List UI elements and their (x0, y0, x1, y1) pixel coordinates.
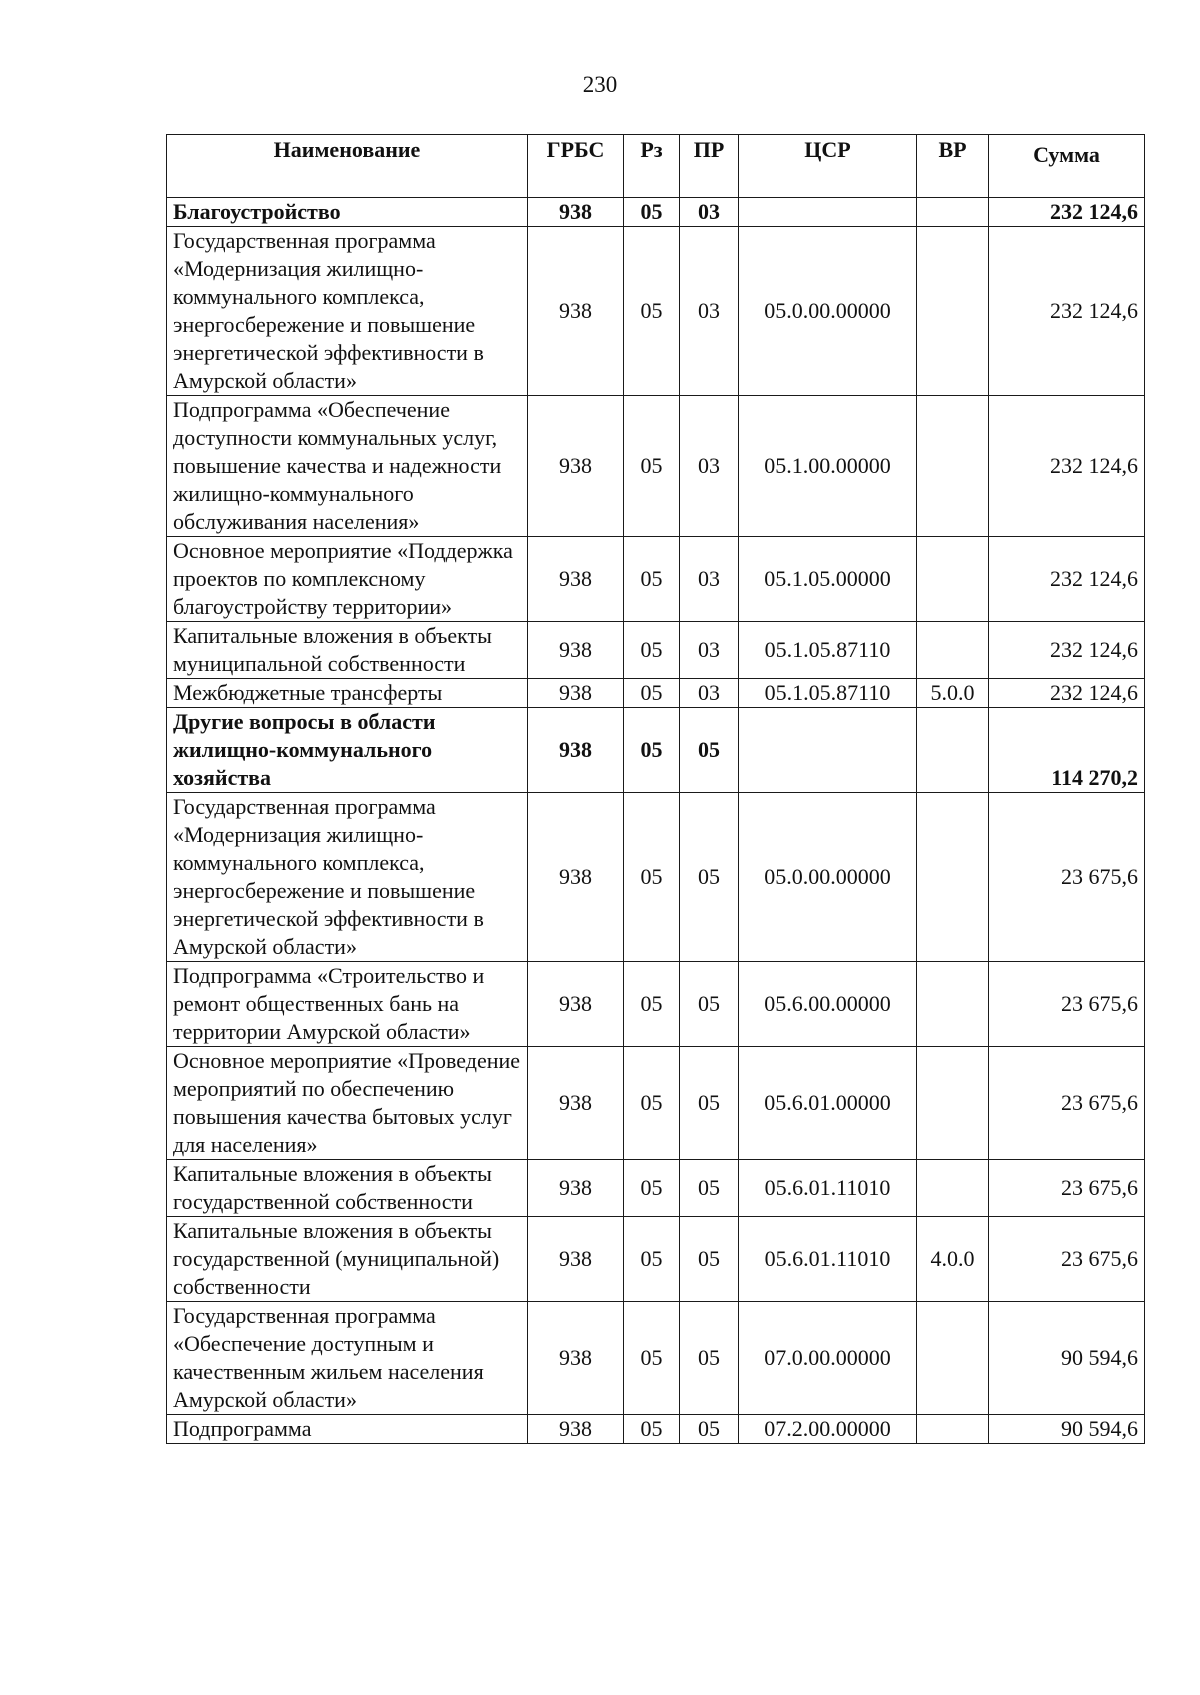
cell-rz: 05 (624, 537, 680, 622)
table-row (167, 679, 1145, 708)
table-row (167, 537, 1145, 622)
table-row (167, 793, 1145, 962)
cell-csr: 05.6.01.11010 (739, 1160, 917, 1217)
table-body (167, 198, 1145, 1444)
cell-rz: 05 (624, 962, 680, 1047)
cell-rz: 05 (624, 198, 680, 227)
table-row (167, 962, 1145, 1047)
cell-pr: 03 (680, 679, 739, 708)
cell-vr (917, 396, 989, 537)
cell-rz: 05 (624, 679, 680, 708)
cell-grbs: 938 (528, 679, 624, 708)
table-row (167, 1047, 1145, 1160)
cell-pr: 03 (680, 396, 739, 537)
table-row (167, 227, 1145, 396)
cell-vr (917, 1160, 989, 1217)
cell-sum: 23 675,6 (989, 793, 1145, 962)
cell-vr (917, 1302, 989, 1415)
cell-csr: 05.6.01.00000 (739, 1047, 917, 1160)
cell-grbs: 938 (528, 962, 624, 1047)
cell-grbs: 938 (528, 396, 624, 537)
cell-pr: 05 (680, 1415, 739, 1444)
cell-name: Основное мероприятие «Поддержка проектов по комплексному благоустройству территории» (167, 537, 528, 622)
cell-grbs: 938 (528, 1160, 624, 1217)
cell-sum: 232 124,6 (989, 679, 1145, 708)
budget-table (166, 134, 1145, 1444)
header-name: Наименование (167, 135, 528, 198)
table-header-row (167, 135, 1145, 198)
cell-name: Другие вопросы в области жилищно-коммунального хозяйства (167, 708, 528, 793)
cell-grbs: 938 (528, 198, 624, 227)
cell-csr: 05.0.00.00000 (739, 227, 917, 396)
cell-csr: 05.6.01.11010 (739, 1217, 917, 1302)
cell-sum: 90 594,6 (989, 1302, 1145, 1415)
cell-rz: 05 (624, 396, 680, 537)
cell-csr: 05.1.00.00000 (739, 396, 917, 537)
cell-csr: 05.0.00.00000 (739, 793, 917, 962)
cell-name: Государственная программа «Модернизация жилищно-коммунального комплекса, энергосбережение и повышение энергетической эффективности в Амурской области» (167, 227, 528, 396)
cell-pr: 05 (680, 1302, 739, 1415)
section-row (167, 708, 1145, 793)
cell-rz: 05 (624, 227, 680, 396)
cell-csr: 07.2.00.00000 (739, 1415, 917, 1444)
cell-vr (917, 227, 989, 396)
cell-pr: 03 (680, 537, 739, 622)
cell-sum: 90 594,6 (989, 1415, 1145, 1444)
table-row (167, 1160, 1145, 1217)
cell-pr: 03 (680, 198, 739, 227)
cell-sum: 23 675,6 (989, 962, 1145, 1047)
cell-name: Капитальные вложения в объекты муниципальной собственности (167, 622, 528, 679)
cell-grbs: 938 (528, 793, 624, 962)
cell-pr: 05 (680, 962, 739, 1047)
cell-vr: 4.0.0 (917, 1217, 989, 1302)
cell-pr: 05 (680, 1160, 739, 1217)
cell-sum: 23 675,6 (989, 1160, 1145, 1217)
cell-csr (739, 708, 917, 793)
cell-pr: 05 (680, 708, 739, 793)
page-number: 230 (582, 72, 618, 97)
header-grbs: ГРБС (528, 135, 624, 198)
table-row (167, 1217, 1145, 1302)
cell-sum: 232 124,6 (989, 622, 1145, 679)
cell-rz: 05 (624, 1160, 680, 1217)
cell-pr: 05 (680, 1047, 739, 1160)
cell-rz: 05 (624, 622, 680, 679)
cell-grbs: 938 (528, 622, 624, 679)
cell-name: Основное мероприятие «Проведение мероприятий по обеспечению повышения качества бытовых услуг для населения» (167, 1047, 528, 1160)
cell-name: Капитальные вложения в объекты государственной (муниципальной) собственности (167, 1217, 528, 1302)
cell-grbs: 938 (528, 708, 624, 793)
cell-vr (917, 537, 989, 622)
cell-name: Межбюджетные трансферты (167, 679, 528, 708)
cell-vr: 5.0.0 (917, 679, 989, 708)
cell-grbs: 938 (528, 1415, 624, 1444)
cell-pr: 03 (680, 227, 739, 396)
cell-sum: 232 124,6 (989, 227, 1145, 396)
cell-grbs: 938 (528, 227, 624, 396)
cell-name: Государственная программа «Обеспечение доступным и качественным жильем населения Амурской области» (167, 1302, 528, 1415)
cell-csr: 05.1.05.87110 (739, 679, 917, 708)
cell-sum: 23 675,6 (989, 1047, 1145, 1160)
table-row (167, 1415, 1145, 1444)
table-row (167, 396, 1145, 537)
cell-rz: 05 (624, 1217, 680, 1302)
section-row (167, 198, 1145, 227)
cell-vr (917, 1415, 989, 1444)
cell-csr: 07.0.00.00000 (739, 1302, 917, 1415)
cell-grbs: 938 (528, 537, 624, 622)
cell-rz: 05 (624, 708, 680, 793)
cell-name: Капитальные вложения в объекты государственной собственности (167, 1160, 528, 1217)
cell-vr (917, 198, 989, 227)
table-row (167, 1302, 1145, 1415)
cell-vr (917, 793, 989, 962)
cell-sum: 23 675,6 (989, 1217, 1145, 1302)
header-sum: Сумма (989, 135, 1145, 198)
header-rz: Рз (624, 135, 680, 198)
cell-vr (917, 622, 989, 679)
header-csr: ЦСР (739, 135, 917, 198)
cell-sum: 232 124,6 (989, 537, 1145, 622)
cell-csr (739, 198, 917, 227)
cell-name: Государственная программа «Модернизация жилищно-коммунального комплекса, энергосбережение и повышение энергетической эффективности в Амурской области» (167, 793, 528, 962)
cell-vr (917, 708, 989, 793)
header-pr: ПР (680, 135, 739, 198)
cell-sum: 232 124,6 (989, 198, 1145, 227)
cell-vr (917, 962, 989, 1047)
cell-rz: 05 (624, 793, 680, 962)
cell-pr: 05 (680, 793, 739, 962)
cell-rz: 05 (624, 1047, 680, 1160)
table-row (167, 622, 1145, 679)
cell-pr: 03 (680, 622, 739, 679)
cell-pr: 05 (680, 1217, 739, 1302)
cell-sum: 114 270,2 (989, 708, 1145, 793)
cell-rz: 05 (624, 1415, 680, 1444)
cell-grbs: 938 (528, 1047, 624, 1160)
cell-grbs: 938 (528, 1217, 624, 1302)
cell-name: Подпрограмма (167, 1415, 528, 1444)
cell-name: Благоустройство (167, 198, 528, 227)
cell-name: Подпрограмма «Обеспечение доступности коммунальных услуг, повышение качества и надежности жилищно-коммунального обслуживания населения» (167, 396, 528, 537)
cell-grbs: 938 (528, 1302, 624, 1415)
cell-csr: 05.6.00.00000 (739, 962, 917, 1047)
cell-csr: 05.1.05.00000 (739, 537, 917, 622)
cell-vr (917, 1047, 989, 1160)
cell-rz: 05 (624, 1302, 680, 1415)
cell-name: Подпрограмма «Строительство и ремонт общественных бань на территории Амурской области» (167, 962, 528, 1047)
header-vr: ВР (917, 135, 989, 198)
cell-sum: 232 124,6 (989, 396, 1145, 537)
cell-csr: 05.1.05.87110 (739, 622, 917, 679)
